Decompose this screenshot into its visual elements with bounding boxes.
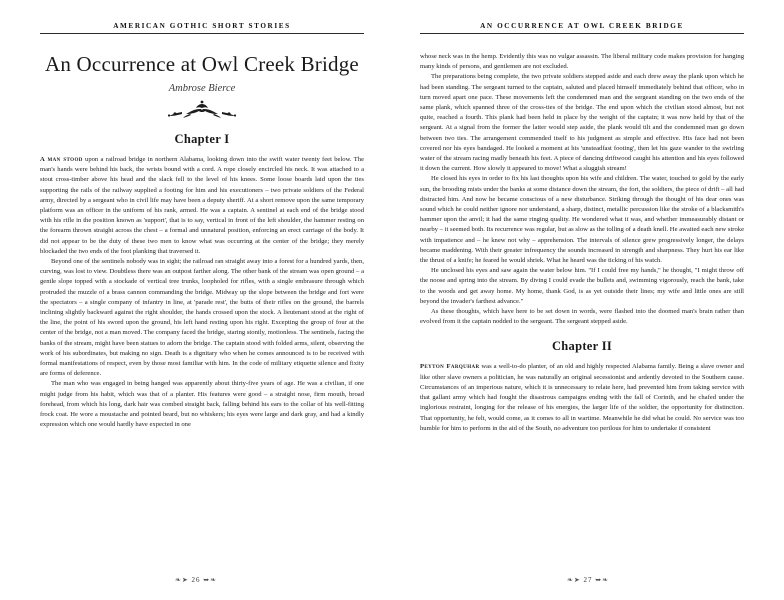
folio-ornament-left-icon: ❧➤ bbox=[175, 576, 189, 584]
paragraph-text: was a well-to-do planter, of an old and highly respected Alabama family. Being a slave owner and like other slave owners a politician, he was naturally an original secessionist and ardently devoted to the Southern cause. Circumstances of an imperious nature, which it is unnecessary to relate here, had prevented him from taking service with that gallant army which had fought the disastrous campaigns ending with the fall of Corinth, and he chafed under the inglorious restraint, longing for the release of his energies, the larger life of the soldier, the opportunity for distinction. That opportunity, he felt, would come, as it comes to all in wartime. Meanwhile he did what he could. No service was too humble for him to perform in the aid of the South, no adventure too perilous for him to undertake if consistent bbox=[420, 363, 744, 432]
paragraph-text: upon a railroad bridge in northern Alabama, looking down into the swift water twenty feet below. The man's hands were behind his back, the wrists bound with a cord. A rope closely encircled his neck. It was attached to a stout cross-timber above his head and the slack fell to the level of his knees. Some loose boards laid upon the ties supporting the rails of the railway supplied a footing for him and his executioners – two private soldiers of the Federal army, directed by a sergeant who in civil life may have been a deputy sheriff. At a short remove upon the same temporary platform was an officer in the uniform of his rank, armed. He was a captain. A sentinel at each end of the bridge stood with his rifle in the position known as 'support', that is to say, vertical in front of the left shoulder, the hammer resting on the forearm thrown straight across the chest – a formal and unnatural position, enforcing an erect carriage of the body. It did not appear to be the duty of these two men to know what was occurring at the center of the bridge; they merely blockaded the two ends of the foot planking that traversed it. bbox=[40, 156, 364, 255]
left-page-body bbox=[40, 52, 364, 572]
page-folio-right bbox=[392, 576, 784, 584]
paragraph: whose neck was in the hemp. Evidently this was no vulgar assassin. The liberal military code makes provision for hanging many kinds of persons, and gentlemen are not excluded. bbox=[420, 53, 744, 71]
running-head-left-text: AMERICAN GOTHIC SHORT STORIES bbox=[113, 22, 291, 30]
folio-ornament-left-icon: ❧➤ bbox=[567, 576, 581, 584]
right-page bbox=[392, 0, 784, 600]
author-byline: Ambrose Bierce bbox=[168, 83, 236, 94]
paragraph: Beyond one of the sentinels nobody was in sight; the railroad ran straight away into a forest for a hundred yards, then, curving, was lost to view. Doubtless there was an outpost farther along. The other bank of the stream was open ground – a gentle slope topped with a stockade of vertical tree trunks, loopholed for rifles, with a single embrasure through which protruded the muzzle of a brass cannon commanding the bridge. Midway up the slope between the bridge and fort were the spectators – a single company of infantry in line, at 'parade rest', the butts of their rifles on the ground, the barrels inclining slightly backward against the right shoulder, the hands crossed upon the stock. A lieutenant stood at the right of the line, the point of his sword upon the ground, his left hand resting upon his right. Excepting the group of four at the center of the bridge, not a man moved. The company faced the bridge, staring stonily, motionless. The sentinels, facing the banks of the stream, might have been statues to adorn the bridge. The captain stood with folded arms, silent, observing the work of his subordinates, but making no sign. Death is a dignitary who when he comes announced is to be received with formal manifestations of respect, even by those most familiar with him. In the code of military etiquette silence and fixity are forms of deference. bbox=[40, 258, 364, 378]
paragraph-lead-in: A man stood bbox=[40, 156, 83, 163]
running-head-left bbox=[40, 22, 364, 38]
folio-ornament-right-icon: ➥❧ bbox=[203, 576, 217, 584]
folio-number: 26 bbox=[191, 576, 201, 584]
paragraph: The preparations being complete, the two private soldiers stepped aside and each drew away the plank upon which he had been standing. The sergeant turned to the captain, saluted and placed himself immediately behind that officer, who in turn moved apart one pace. These movements left the condemned man and the sergeant standing on the two ends of the same plank, which spanned three of the cross-ties of the bridge. The end upon which the civilian stood almost, but not quite, reached a fourth. This plank had been held in place by the weight of the captain; it was now held by that of the sergeant. At a signal from the former the latter would step aside, the plank would tilt and the condemned man go down between two ties. The arrangement commended itself to his judgment as simple and effective. His face had not been covered nor his eyes bandaged. He looked a moment at his 'unsteadfast footing', then let his gaze wander to the swirling water of the stream racing madly beneath his feet. A piece of dancing driftwood caught his attention and his eyes followed it down the current. How slowly it appeared to move! What a sluggish stream! bbox=[420, 73, 744, 173]
page-folio-left bbox=[0, 576, 392, 584]
paragraph: The man who was engaged in being hanged was apparently about thirty-five years of age. He was a civilian, if one might judge from his habit, which was that of a planter. His features were good – a straight nose, firm mouth, broad forehead, from which his long, dark hair was combed straight back, falling behind his ears to the collar of his well-fitting frock coat. He wore a moustache and pointed beard, but no whiskers; his eyes were large and dark gray, and had a kindly expression which one would hardly have expected in one bbox=[40, 380, 364, 429]
paragraph: He unclosed his eyes and saw again the water below him. "If I could free my hands," he thought, "I might throw off the noose and spring into the stream. By diving I could evade the bullets and, swimming vigorously, reach the bank, take to the woods and get away home. My home, thank God, is as yet outside their lines; my wife and little ones are still beyond the invader's farthest advance." bbox=[420, 267, 744, 305]
folio-ornament-right-icon: ➥❧ bbox=[595, 576, 609, 584]
right-page-body bbox=[420, 52, 744, 572]
chapter-heading-1: Chapter I bbox=[174, 132, 230, 146]
paragraph: He closed his eyes in order to fix his last thoughts upon his wife and children. The water, touched to gold by the early sun, the brooding mists under the banks at some distance down the stream, the fort, the soldiers, the piece of drift – all had distracted him. And now he became conscious of a new disturbance. Striking through the thought of his dear ones was sound which he could neither ignore nor understand, a sharp, distinct, metallic percussion like the stroke of a blacksmith's hammer upon the anvil; it had the same ringing quality. He wondered what it was, and whether immeasurably distant or nearby – it seemed both. Its recurrence was regular, but as slow as the tolling of a death knell. He awaited each new stroke with impatience and – he knew not why – apprehension. The intervals of silence grew progressively longer, the delays became maddening. With their greater infrequency the sounds increased in strength and sharpness. They hurt his ear like the thrust of a knife; he feared he would shriek. What he heard was the ticking of his watch. bbox=[420, 175, 744, 265]
running-head-right-text: AN OCCURRENCE AT OWL CREEK BRIDGE bbox=[480, 22, 684, 30]
header-rule-left bbox=[40, 33, 364, 34]
page-title: An Occurrence at Owl Creek Bridge bbox=[45, 52, 359, 76]
paragraph: As these thoughts, which have here to be set down in words, were flashed into the doomed man's brain rather than evolved from it the captain nodded to the sergeant. The sergeant stepped aside. bbox=[420, 308, 744, 326]
paragraph bbox=[40, 155, 364, 257]
folio-number: 27 bbox=[583, 576, 593, 584]
chapter-heading-2: Chapter II bbox=[551, 339, 613, 354]
running-head-right bbox=[420, 22, 744, 38]
floral-ornament-icon bbox=[40, 100, 364, 122]
paragraph bbox=[420, 362, 744, 433]
header-rule-right bbox=[420, 33, 744, 34]
paragraph-lead-in: Peyton Farquhar bbox=[420, 363, 480, 371]
